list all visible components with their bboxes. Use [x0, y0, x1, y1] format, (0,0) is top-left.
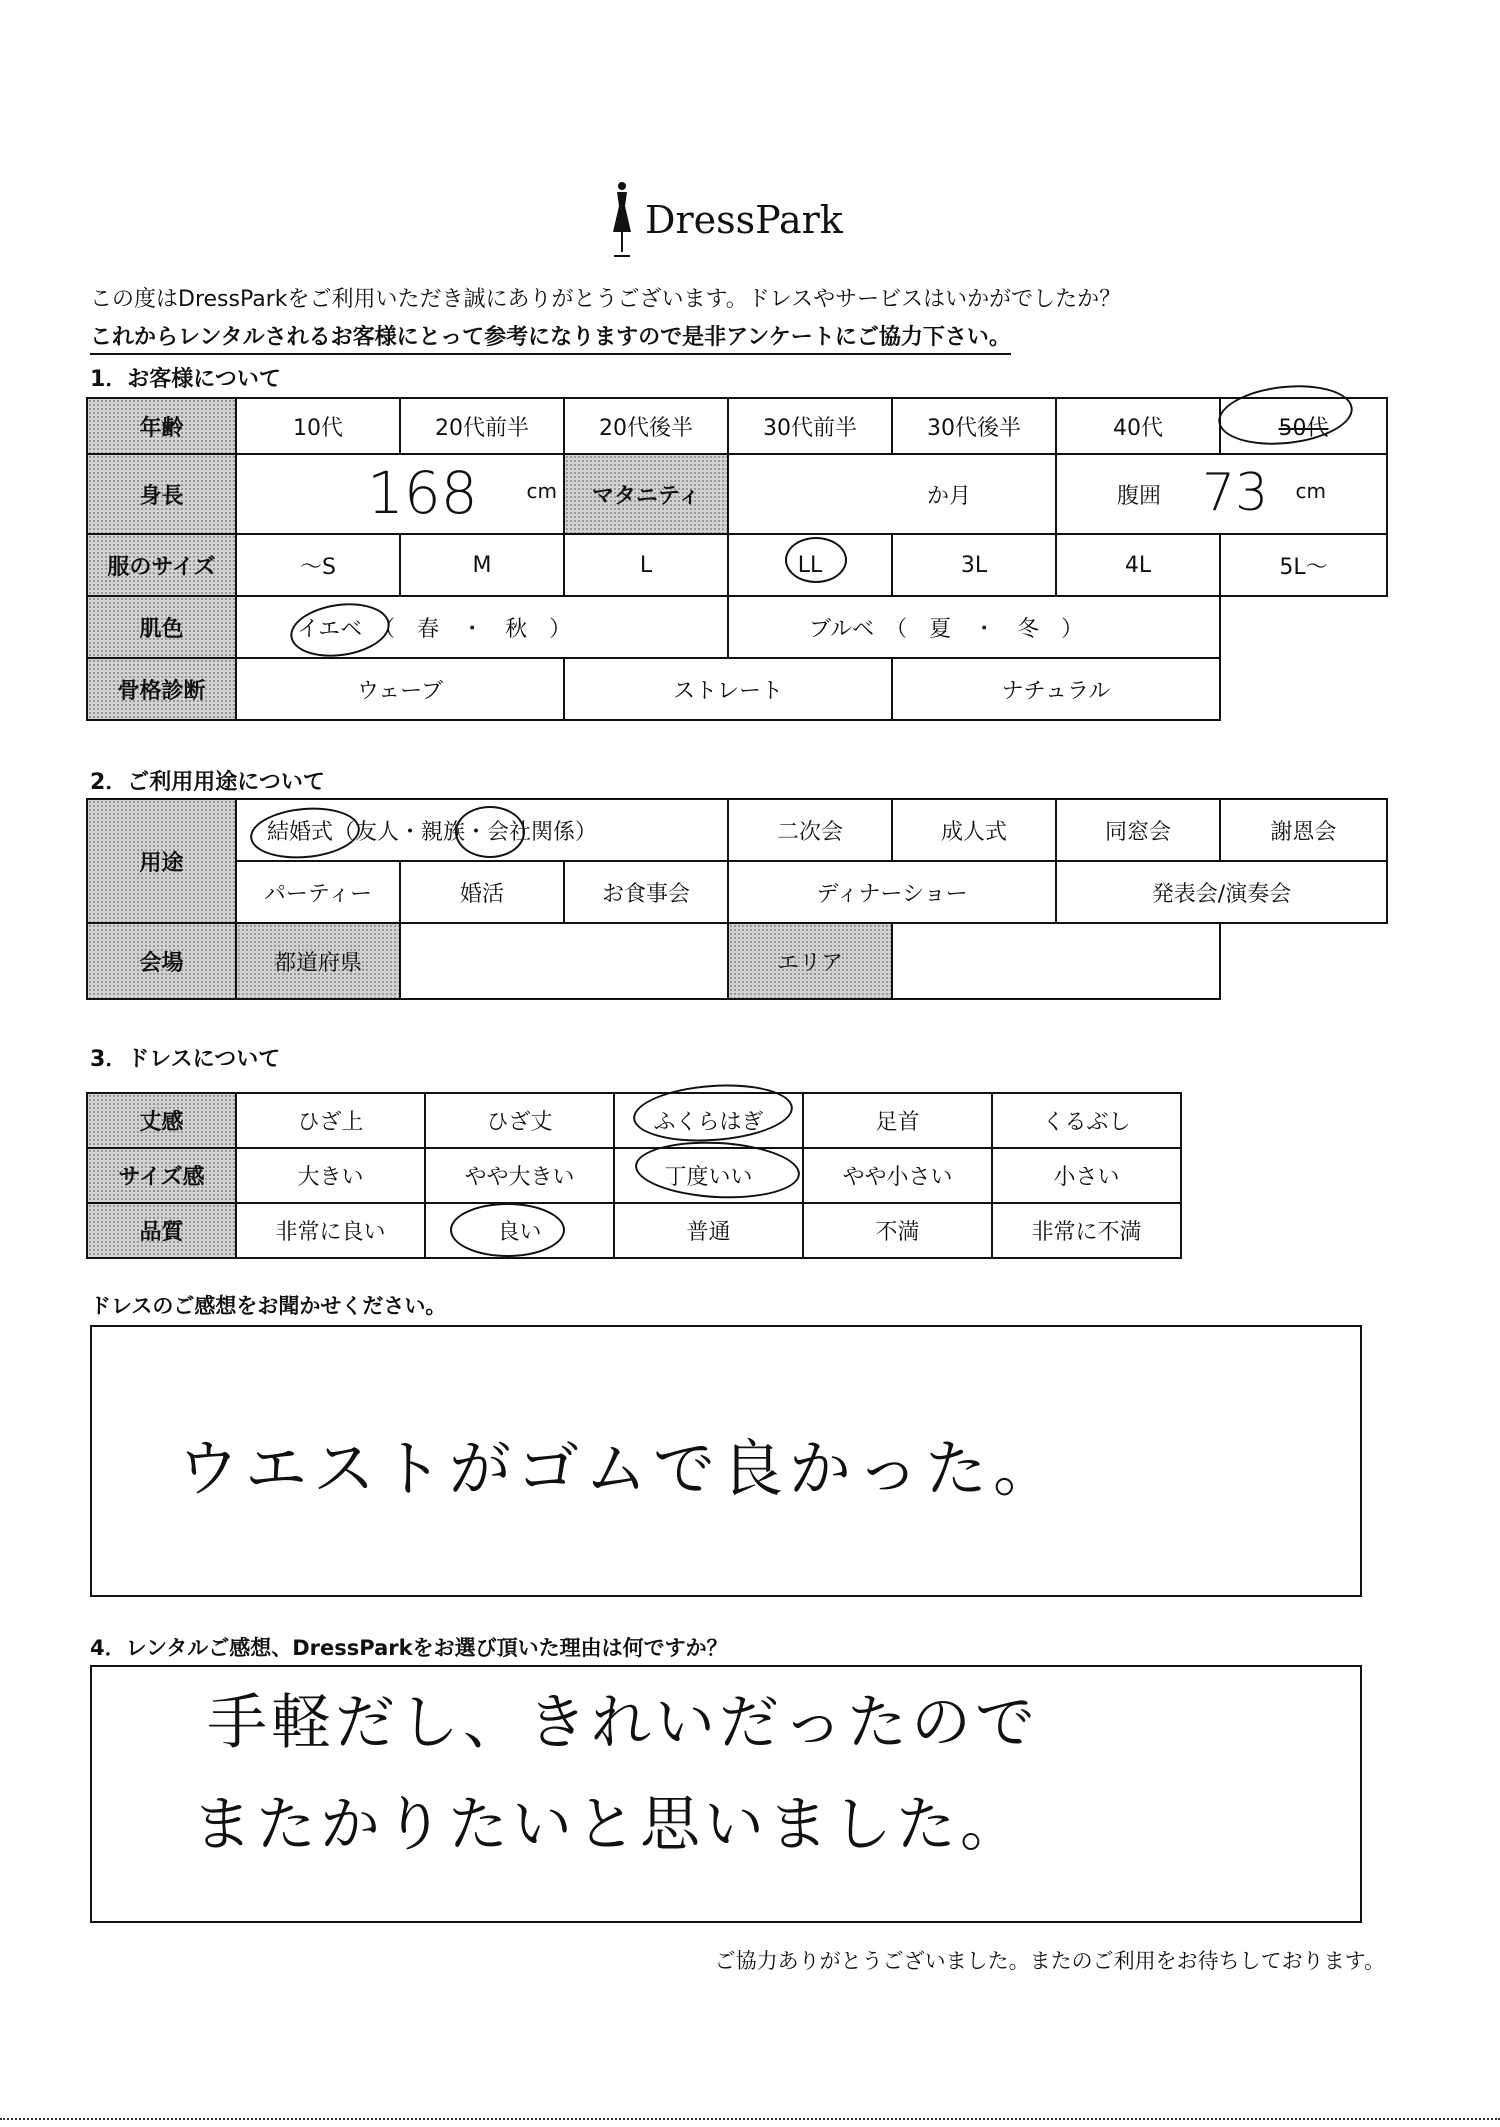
purpose-wedding[interactable]: 結婚式（友人・親族・会社関係） — [236, 799, 728, 861]
intro-line-2: これからレンタルされるお客様にとって参考になりますので是非アンケートにご協力下さい。 — [90, 320, 1011, 355]
quality-row — [87, 1203, 1181, 1258]
age-option[interactable]: 20代後半 — [564, 398, 728, 454]
length-option[interactable]: ひざ上 — [236, 1093, 425, 1148]
scan-edge — [0, 2118, 1500, 2122]
skin-row — [87, 596, 1387, 658]
section-3-title: 3．ドレスについて — [90, 1047, 281, 1072]
dress-form-icon — [605, 180, 639, 260]
customer-table — [86, 397, 1388, 721]
quality-option-selected[interactable]: 良い — [425, 1203, 614, 1258]
waist-label: 腹囲 — [1117, 484, 1162, 509]
section-4-title: 4．レンタルご感想、DressParkをお選び頂いた理由は何ですか？ — [90, 1636, 728, 1660]
frame-option[interactable]: ストレート — [564, 658, 892, 720]
quality-label: 品質 — [87, 1203, 236, 1258]
venue-row — [87, 923, 1387, 999]
age-option[interactable]: 30代前半 — [728, 398, 892, 454]
size-label: 服のサイズ — [87, 534, 236, 596]
quality-option[interactable]: 普通 — [614, 1203, 803, 1258]
height-row — [87, 454, 1387, 534]
area-input[interactable] — [892, 923, 1220, 999]
age-option[interactable]: 20代前半 — [400, 398, 564, 454]
fit-option[interactable]: 大きい — [236, 1148, 425, 1203]
waist-cell[interactable] — [1056, 454, 1387, 534]
purpose-option[interactable]: 同窓会 — [1056, 799, 1220, 861]
fit-label: サイズ感 — [87, 1148, 236, 1203]
fit-option[interactable]: やや小さい — [803, 1148, 992, 1203]
venue-label: 会場 — [87, 923, 236, 999]
length-option[interactable]: 足首 — [803, 1093, 992, 1148]
purpose-option[interactable]: 発表会/演奏会 — [1056, 861, 1387, 923]
maternity-cell[interactable] — [728, 454, 1056, 534]
prefecture-label: 都道府県 — [236, 923, 400, 999]
quality-option[interactable]: 非常に不満 — [992, 1203, 1181, 1258]
brand-name: DressPark — [645, 198, 843, 242]
purpose-option[interactable]: 二次会 — [728, 799, 892, 861]
age-option[interactable]: 10代 — [236, 398, 400, 454]
purpose-option[interactable]: ディナーショー — [728, 861, 1056, 923]
size-option[interactable]: ～S — [236, 534, 400, 596]
purpose-row-2 — [87, 861, 1387, 923]
size-option[interactable]: M — [400, 534, 564, 596]
height-value: 168 — [367, 459, 478, 527]
height-cell[interactable] — [236, 454, 564, 534]
size-option[interactable]: 4L — [1056, 534, 1220, 596]
frame-option[interactable]: ナチュラル — [892, 658, 1220, 720]
reason-line-1: 手軽だし、きれいだったので — [207, 1688, 1039, 1758]
quality-option[interactable]: 不満 — [803, 1203, 992, 1258]
size-option-selected[interactable]: LL — [728, 534, 892, 596]
waist-value: 73 — [1202, 463, 1269, 523]
skin-option-yellow[interactable]: イエベ （ 春 ・ 秋 ） — [236, 596, 728, 658]
height-label: 身長 — [87, 454, 236, 534]
size-selection-circle — [785, 537, 847, 583]
skin-option-blue[interactable]: ブルベ （ 夏 ・ 冬 ） — [728, 596, 1220, 658]
frame-label: 骨格診断 — [87, 658, 236, 720]
quality-selection-circle — [450, 1203, 565, 1257]
fit-option[interactable]: やや大きい — [425, 1148, 614, 1203]
impression-prompt: ドレスのご感想をお聞かせください。 — [90, 1294, 447, 1318]
purpose-option[interactable]: 成人式 — [892, 799, 1056, 861]
purpose-option[interactable]: 謝恩会 — [1220, 799, 1387, 861]
maternity-label: マタニティ — [564, 454, 728, 534]
reason-box[interactable] — [90, 1665, 1362, 1923]
skin-label: 肌色 — [87, 596, 236, 658]
purpose-option[interactable]: お食事会 — [564, 861, 728, 923]
reason-line-2: またかりたいと思いました。 — [192, 1790, 1024, 1860]
size-option[interactable]: L — [564, 534, 728, 596]
frame-option[interactable]: ウェーブ — [236, 658, 564, 720]
fit-option[interactable]: 小さい — [992, 1148, 1181, 1203]
purpose-option[interactable]: 婚活 — [400, 861, 564, 923]
footer-thanks: ご協力ありがとうございました。またのご利用をお待ちしております。 — [714, 1949, 1385, 1973]
section-1-title: 1．お客様について — [90, 367, 281, 392]
area-label: エリア — [728, 923, 892, 999]
age-option[interactable]: 30代後半 — [892, 398, 1056, 454]
impression-box[interactable] — [90, 1325, 1362, 1597]
maternity-unit: か月 — [926, 484, 971, 509]
length-option-selected[interactable]: ふくらはぎ — [614, 1093, 803, 1148]
fit-option-selected[interactable]: 丁度いい — [614, 1148, 803, 1203]
waist-unit: cm — [1295, 479, 1326, 503]
length-option[interactable]: くるぶし — [992, 1093, 1181, 1148]
purpose-option[interactable]: パーティー — [236, 861, 400, 923]
age-row — [87, 398, 1387, 454]
prefecture-input[interactable] — [400, 923, 728, 999]
age-option-selected[interactable]: 50代 — [1220, 398, 1387, 454]
intro-line-1: この度はDressParkをご利用いただき誠にありがとうございます。ドレスやサービスはいかがでしたか？ — [90, 287, 1122, 312]
purpose-label: 用途 — [87, 799, 236, 923]
length-option[interactable]: ひざ丈 — [425, 1093, 614, 1148]
relative-selection-circle — [455, 806, 525, 858]
section-2-title: 2．ご利用用途について — [90, 770, 325, 795]
length-label: 丈感 — [87, 1093, 236, 1148]
size-option[interactable]: 3L — [892, 534, 1056, 596]
height-unit: cm — [526, 479, 557, 503]
quality-option[interactable]: 非常に良い — [236, 1203, 425, 1258]
size-row — [87, 534, 1387, 596]
age-label: 年齢 — [87, 398, 236, 454]
impression-text: ウエストがゴムで良かった。 — [177, 1432, 1062, 1505]
size-option[interactable]: 5L～ — [1220, 534, 1387, 596]
age-option[interactable]: 40代 — [1056, 398, 1220, 454]
fit-row — [87, 1148, 1181, 1203]
frame-row — [87, 658, 1387, 720]
dresspark-logo — [605, 180, 845, 265]
